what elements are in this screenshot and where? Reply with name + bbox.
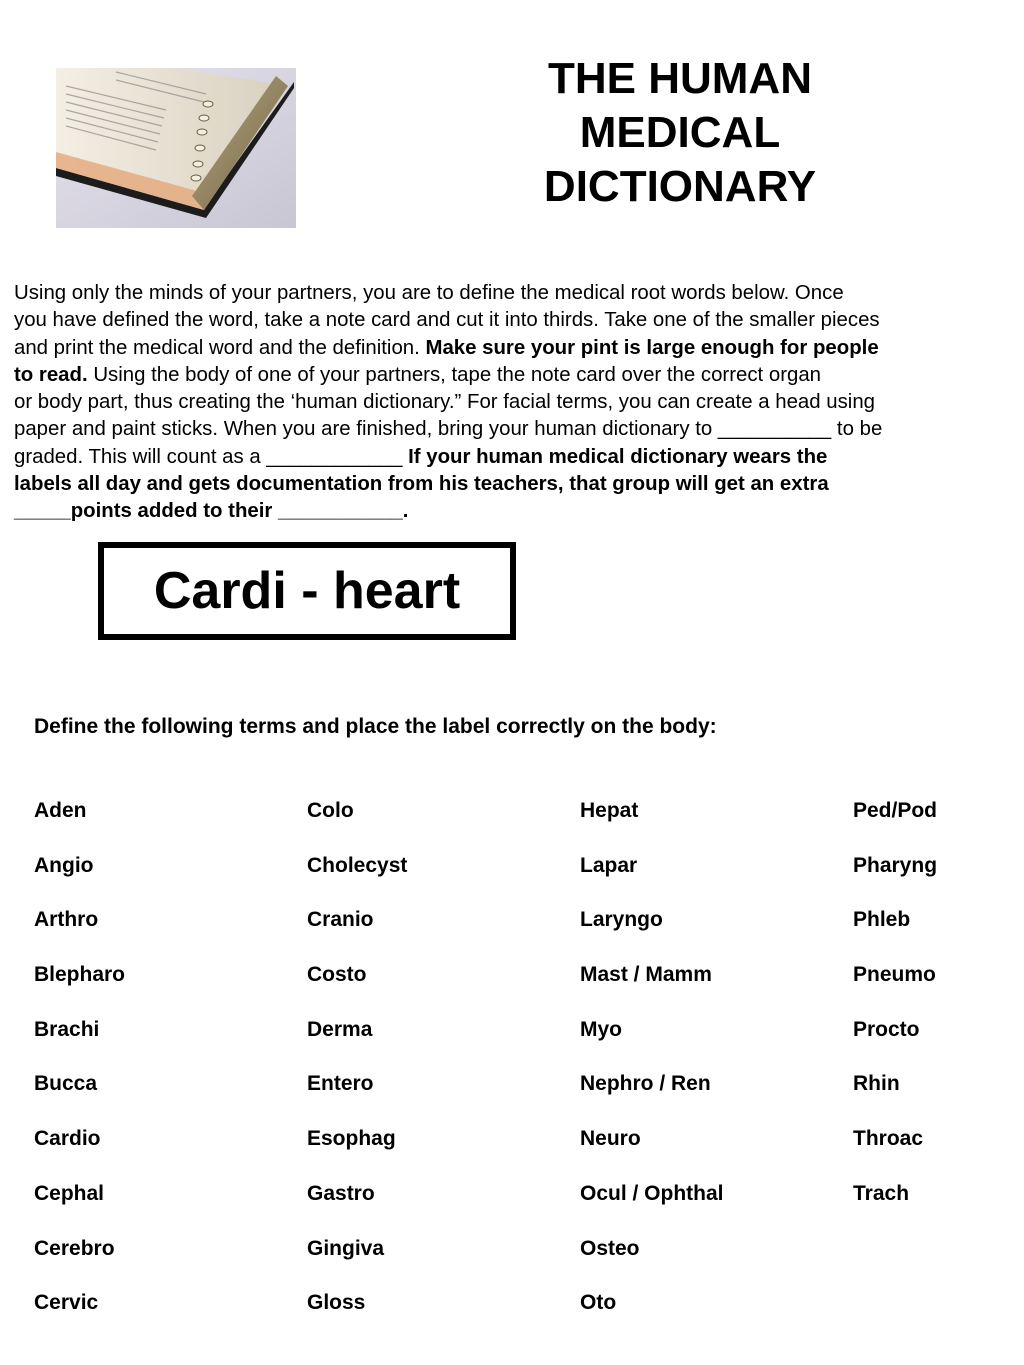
term-item: Esophag — [307, 1127, 396, 1151]
terms-column-1 — [34, 797, 274, 1344]
term-item: Pneumo — [853, 963, 936, 987]
term-item: Gastro — [307, 1181, 375, 1205]
instructions-heading: Define the following terms and place the label correctly on the body: — [34, 715, 717, 738]
intro-line-2: you have defined the word, take a note card and cut it into thirds. Take one of the smaller pieces — [14, 309, 880, 332]
term-item: Throac — [853, 1127, 924, 1151]
term-item: Arthro — [34, 908, 99, 932]
intro-line-3-bold: Make sure your pint is large enough for people — [425, 336, 879, 359]
terms-column-3 — [580, 797, 820, 1344]
term-item: Laryngo — [580, 908, 663, 932]
term-item: Cerebro — [34, 1236, 115, 1260]
term-item: Procto — [853, 1017, 920, 1041]
dictionary-book-image — [56, 68, 296, 228]
title-line-3: DICTIONARY — [543, 162, 817, 211]
terms-column-4 — [853, 797, 1013, 1235]
term-item: Lapar — [580, 853, 638, 877]
term-item: Cervic — [34, 1291, 99, 1315]
term-item: Blepharo — [34, 963, 126, 987]
example-label-text: Cardi - heart — [153, 562, 461, 620]
term-item: Myo — [580, 1017, 622, 1041]
intro-line-6: paper and paint sticks. When you are finished, bring your human dictionary to __________ to be — [14, 418, 883, 441]
term-item: Angio — [34, 853, 94, 877]
term-item: Trach — [853, 1181, 910, 1205]
intro-line-3-text: and print the medical word and the definition. — [14, 336, 426, 359]
term-item: Hepat — [580, 799, 639, 822]
intro-line-9-bold: _____points added to their ___________. — [14, 500, 409, 523]
term-item: Entero — [307, 1072, 374, 1096]
term-item: Cardio — [34, 1127, 101, 1151]
intro-paragraph — [14, 280, 1004, 526]
intro-line-8-bold: labels all day and gets documentation from his teachers, that group will get an extra — [14, 473, 829, 496]
page-title — [480, 52, 880, 214]
term-item: Colo — [307, 799, 354, 822]
term-item: Rhin — [853, 1072, 900, 1096]
term-item: Osteo — [580, 1236, 640, 1260]
intro-line-7-bold: If your human medical dictionary wears the — [408, 445, 828, 468]
term-item: Cranio — [307, 908, 374, 932]
term-item: Bucca — [34, 1072, 98, 1096]
intro-line-1: Using only the minds of your partners, you are to define the medical root words below. Once — [14, 282, 844, 304]
term-item: Derma — [307, 1017, 373, 1041]
term-item: Oto — [580, 1291, 617, 1315]
term-item: Nephro / Ren — [580, 1072, 711, 1096]
term-item: Pharyng — [853, 853, 938, 877]
intro-line-7-text: graded. This will count as a ____________ — [14, 445, 409, 468]
intro-line-4-bold: to read. — [14, 363, 88, 386]
term-item: Costo — [307, 963, 367, 987]
term-item: Gloss — [307, 1291, 366, 1315]
term-item: Mast / Mamm — [580, 963, 712, 987]
example-label-box — [98, 542, 516, 640]
intro-line-5: or body part, thus creating the ‘human dictionary.” For facial terms, you can create a head using — [14, 391, 876, 414]
term-item: Gingiva — [307, 1236, 385, 1260]
title-line-2: MEDICAL — [579, 108, 781, 157]
term-item: Neuro — [580, 1127, 641, 1151]
title-line-1: THE HUMAN — [548, 54, 812, 103]
term-item: Cephal — [34, 1181, 105, 1205]
term-item: Cholecyst — [307, 853, 408, 877]
term-item: Ped/Pod — [853, 799, 938, 822]
term-item: Phleb — [853, 908, 911, 932]
terms-column-2 — [307, 797, 547, 1344]
term-item: Brachi — [34, 1017, 100, 1041]
term-item: Ocul / Ophthal — [580, 1181, 724, 1205]
term-item: Aden — [34, 799, 87, 822]
intro-line-4-text: Using the body of one of your partners, tape the note card over the correct organ — [87, 363, 822, 386]
